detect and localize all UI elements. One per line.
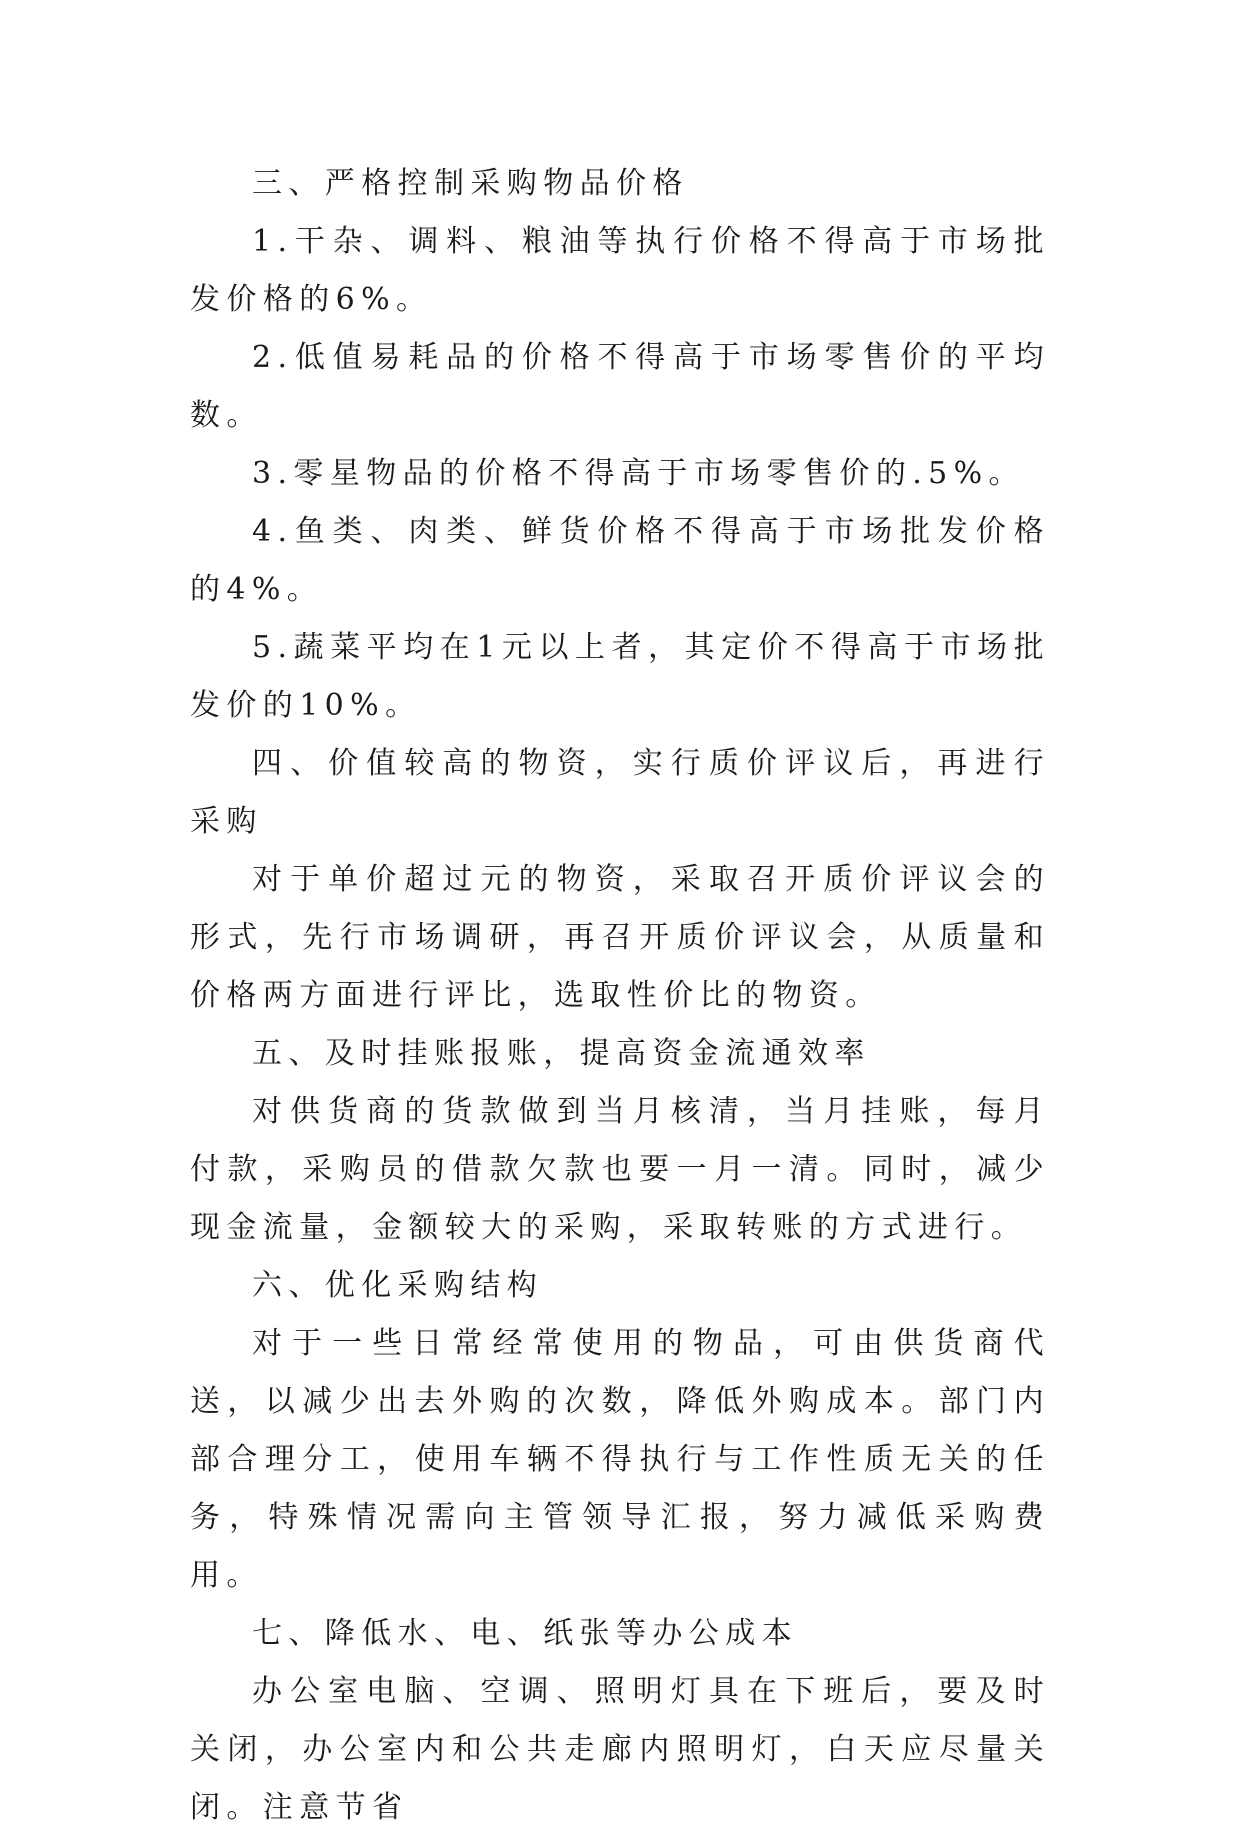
section-heading-5: 五、及时挂账报账，提高资金流通效率 xyxy=(252,1036,871,1071)
body-paragraph-5: 对供货商的货款做到当月核清，当月挂账，每月付款，采购员的借款欠款也要一月一清。同时，减少现金流量，金额较大的采购，采取转账的方式进行。 xyxy=(190,1094,1050,1245)
body-paragraph-7: 办公室电脑、空调、照明灯具在下班后，要及时关闭，办公室内和公共走廊内照明灯，白天应尽量关闭。注意节省 xyxy=(190,1674,1050,1825)
section-heading-4: 四、价值较高的物资，实行质价评议后，再进行采购 xyxy=(190,746,1050,839)
list-item-5: 5.蔬菜平均在1元以上者，其定价不得高于市场批发价的10%。 xyxy=(190,630,1050,723)
section-heading-3: 三、严格控制采购物品价格 xyxy=(252,166,689,201)
section-heading-7: 七、降低水、电、纸张等办公成本 xyxy=(252,1616,798,1651)
list-item-1: 1.干杂、调料、粮油等执行价格不得高于市场批发价格的6%。 xyxy=(190,224,1050,317)
body-paragraph-6: 对于一些日常经常使用的物品，可由供货商代送，以减少出去外购的次数，降低外购成本。部门内部合理分工，使用车辆不得执行与工作性质无关的任务，特殊情况需向主管领导汇报，努力减低采购费用。 xyxy=(190,1326,1050,1593)
list-item-2: 2.低值易耗品的价格不得高于市场零售价的平均数。 xyxy=(190,340,1050,433)
document-body xyxy=(190,155,1050,1837)
list-item-4: 4.鱼类、肉类、鲜货价格不得高于市场批发价格的4%。 xyxy=(190,514,1050,607)
list-item-3: 3.零星物品的价格不得高于市场零售价的.5%。 xyxy=(252,456,1025,491)
section-heading-6: 六、优化采购结构 xyxy=(252,1268,544,1303)
body-paragraph-4: 对于单价超过元的物资，采取召开质价评议会的形式，先行市场调研，再召开质价评议会，从质量和价格两方面进行评比，选取性价比的物资。 xyxy=(190,862,1050,1013)
